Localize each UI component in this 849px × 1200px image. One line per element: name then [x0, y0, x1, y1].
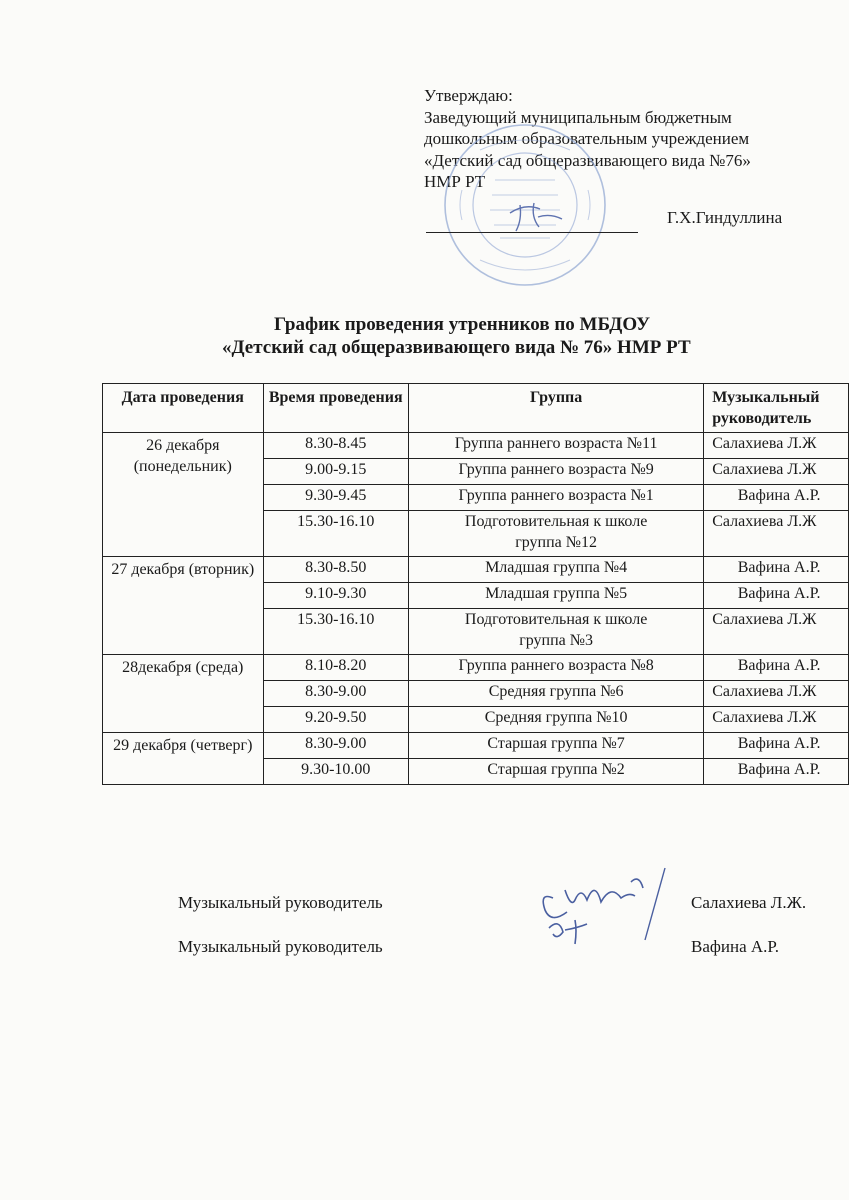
approval-line: «Детский сад общеразвивающего вида №76»	[424, 150, 751, 170]
time-cell: 9.30-10.00	[263, 759, 409, 785]
director-cell: Вафина А.Р.	[704, 759, 849, 785]
header-music-director: Музыкальный руководитель	[704, 384, 849, 433]
group-cell: Младшая группа №5	[409, 583, 704, 609]
approval-line: НМР РТ	[424, 172, 486, 191]
time-cell: 8.30-9.00	[263, 733, 409, 759]
director-cell: Салахиева Л.Ж	[704, 459, 849, 485]
handwritten-signatures	[535, 860, 695, 960]
title-line-1: График проведения утренников по МБДОУ	[274, 314, 651, 335]
table-header-row	[103, 384, 849, 433]
time-cell: 15.30-16.10	[263, 609, 409, 655]
time-cell: 8.10-8.20	[263, 655, 409, 681]
approval-signature-line	[426, 232, 638, 233]
director-name: Г.Х.Гиндуллина	[667, 208, 783, 227]
time-cell: 8.30-8.50	[263, 557, 409, 583]
header-date: Дата проведения	[103, 384, 264, 433]
group-cell: Подготовительная к школе группа №3	[409, 609, 704, 655]
group-cell: Средняя группа №6	[409, 681, 704, 707]
approval-line: дошкольным образовательным учреждением	[424, 129, 750, 148]
signature-role-1: Музыкальный руководитель	[178, 893, 383, 912]
group-cell: Группа раннего возраста №11	[409, 433, 704, 459]
approval-line: Заведующий муниципальным бюджетным	[424, 107, 732, 127]
signature-name-2: Вафина А.Р.	[691, 937, 779, 956]
time-cell: 9.00-9.15	[263, 459, 409, 485]
table-row	[103, 733, 849, 759]
director-cell: Салахиева Л.Ж	[704, 681, 849, 707]
director-cell: Салахиева Л.Ж	[704, 707, 849, 733]
director-cell: Вафина А.Р.	[704, 655, 849, 681]
director-cell: Салахиева Л.Ж	[704, 511, 849, 557]
date-cell: 29 декабря (четверг)	[103, 733, 264, 785]
signature-name-1: Салахиева Л.Ж.	[691, 893, 807, 912]
table-row	[103, 655, 849, 681]
group-cell: Подготовительная к школе группа №12	[409, 511, 704, 557]
schedule-table	[102, 383, 849, 785]
approval-line: Утверждаю:	[424, 86, 513, 105]
group-cell: Группа раннего возраста №9	[409, 459, 704, 485]
time-cell: 9.10-9.30	[263, 583, 409, 609]
director-cell: Вафина А.Р.	[704, 733, 849, 759]
table-row	[103, 433, 849, 459]
director-cell: Салахиева Л.Ж	[704, 433, 849, 459]
group-cell: Младшая группа №4	[409, 557, 704, 583]
group-cell: Старшая группа №7	[409, 733, 704, 759]
date-cell: 28декабря (среда)	[103, 655, 264, 733]
header-group: Группа	[409, 384, 704, 433]
time-cell: 15.30-16.10	[263, 511, 409, 557]
group-cell: Группа раннего возраста №1	[409, 485, 704, 511]
date-cell: 26 декабря (понедельник)	[103, 433, 264, 557]
time-cell: 8.30-9.00	[263, 681, 409, 707]
director-cell: Вафина А.Р.	[704, 485, 849, 511]
time-cell: 9.20-9.50	[263, 707, 409, 733]
date-cell: 27 декабря (вторник)	[103, 557, 264, 655]
time-cell: 8.30-8.45	[263, 433, 409, 459]
director-signature	[500, 195, 570, 235]
group-cell: Старшая группа №2	[409, 759, 704, 785]
signature-role-2: Музыкальный руководитель	[178, 937, 383, 956]
time-cell: 9.30-9.45	[263, 485, 409, 511]
director-cell: Вафина А.Р.	[704, 557, 849, 583]
table-row	[103, 557, 849, 583]
director-cell: Салахиева Л.Ж	[704, 609, 849, 655]
title-line-2: «Детский сад общеразвивающего вида № 76» НМР РТ	[222, 337, 691, 358]
group-cell: Средняя группа №10	[409, 707, 704, 733]
director-cell: Вафина А.Р.	[704, 583, 849, 609]
group-cell: Группа раннего возраста №8	[409, 655, 704, 681]
header-time: Время проведения	[263, 384, 409, 433]
